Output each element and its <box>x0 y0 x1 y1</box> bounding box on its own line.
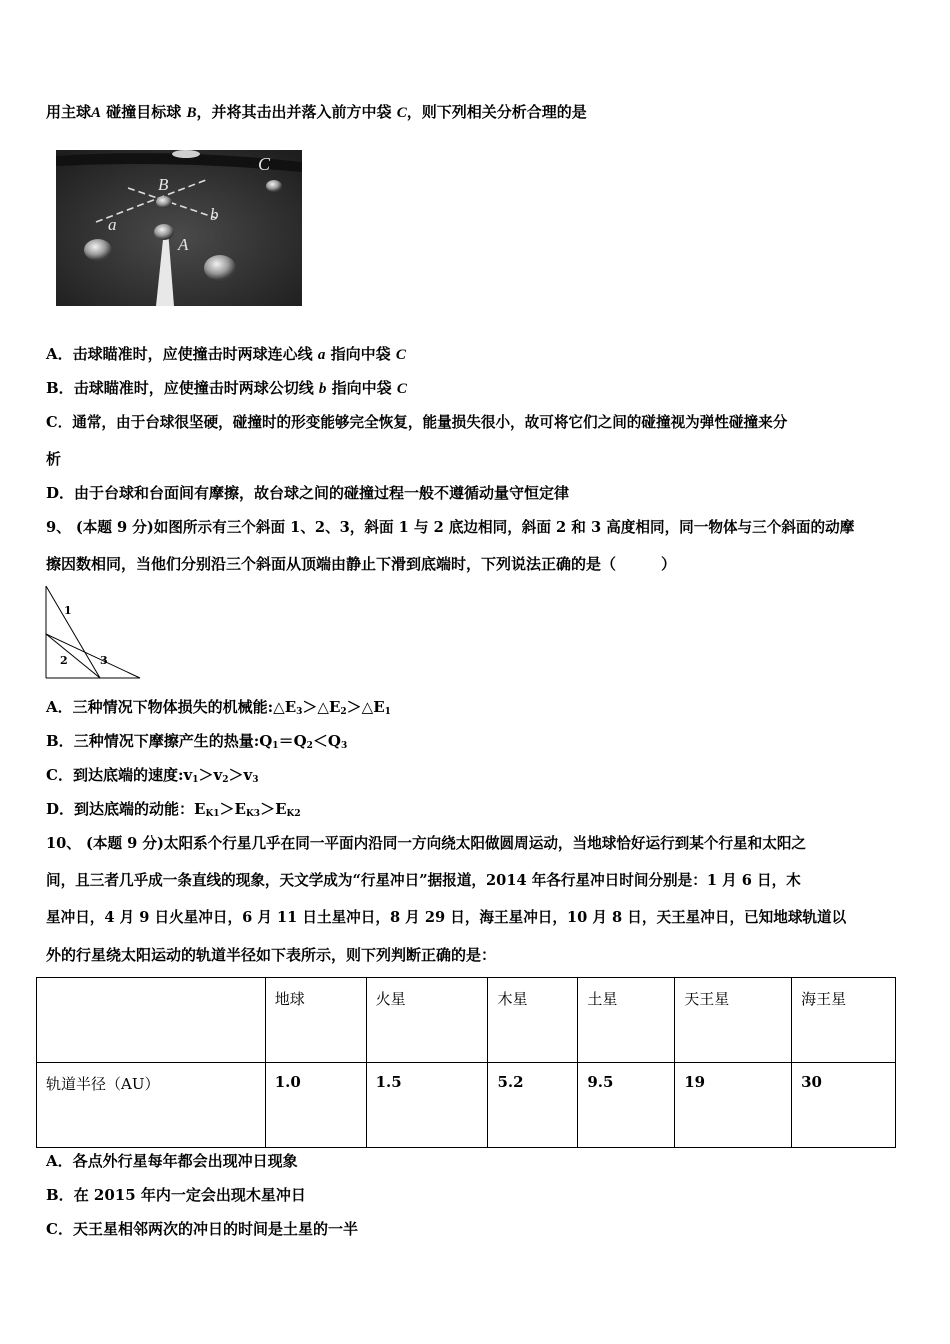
incline-3-label: 3 <box>100 654 108 667</box>
question-9-stem-line-2: 擦因数相同，当他们分别沿三个斜面从顶端由静止下滑到底端时，下列说法正确的是（ ） <box>46 555 677 573</box>
table-cell: 9.5 <box>578 1063 675 1148</box>
table-cell: 30 <box>792 1063 896 1148</box>
q8-option-b: B．击球瞄准时，应使撞击时两球公切线 b 指向中袋 C <box>46 379 407 397</box>
table-cell: 1.5 <box>366 1063 488 1148</box>
incline-1 <box>46 586 100 678</box>
q8-option-c: C．通常，由于台球很坚硬，碰撞时的形变能够完全恢复，能量损失很小，故可将它们之间的碰撞视为弹性碰撞来分 <box>46 414 788 431</box>
table-header-cell: 天王星 <box>675 978 792 1063</box>
table-cell: 5.2 <box>488 1063 578 1148</box>
table-cell: 19 <box>675 1063 792 1148</box>
table-header-cell: 木星 <box>488 978 578 1063</box>
table-header-cell: 土星 <box>578 978 675 1063</box>
incline-1-label: 1 <box>64 604 72 617</box>
table-row-label: 轨道半径（AU） <box>37 1063 266 1148</box>
label-b-line: b <box>210 205 219 224</box>
question-10-stem-line-1: 10、 (本题 9 分)太阳系个行星几乎在同一平面内沿同一方向绕太阳做圆周运动，当地球恰好运行到某个行星和太阳之 <box>46 835 807 852</box>
table-header-cell <box>37 978 266 1063</box>
q8-option-a: A．击球瞄准时，应使撞击时两球连心线 a 指向中袋 C <box>46 345 406 363</box>
q8-option-d: D．由于台球和台面间有摩擦，故台球之间的碰撞过程一般不遵循动量守恒定律 <box>46 484 570 502</box>
q8-option-c-continued: 析 <box>46 450 62 468</box>
q9-option-c: C．到达底端的速度$:v_1>v_2>v_3$ <box>46 766 259 785</box>
table-header-row <box>37 978 896 1063</box>
question-10-stem-line-2: 间，且三者几乎成一条直线的现象，天文学成为“行星冲日”据报道，2014 年各行星冲日时间分别是：1 月 6 日，木 <box>46 872 801 889</box>
question-10-stem-line-3: 星冲日，4 月 9 日火星冲日，6 月 11 日土星冲日，8 月 29 日，海王星冲日，10 月 8 日，天王星冲日，已知地球轨道以 <box>46 909 847 926</box>
incline-2-label: 2 <box>60 654 68 667</box>
label-a-ball: A <box>178 235 189 254</box>
question-8-stem: 用主球A 碰撞目标球 B，并将其击出并落入前方中袋 C，则下列相关分析合理的是 <box>46 103 587 121</box>
question-9-stem-line-1: 9、 (本题 9 分)如图所示有三个斜面 1、2、3，斜面 1 与 2 底边相同，斜面 2 和 3 高度相同，同一物体与三个斜面的动摩 <box>46 519 855 536</box>
q10-option-a: A．各点外行星每年都会出现冲日现象 <box>46 1152 298 1170</box>
ball-a <box>154 224 174 240</box>
orbit-radius-table <box>36 977 896 1148</box>
q10-option-c: C．天王星相邻两次的冲日的时间是土星的一半 <box>46 1220 358 1238</box>
question-10-stem-line-4: 外的行星绕太阳运动的轨道半径如下表所示，则下列判断正确的是： <box>46 946 497 964</box>
table-row <box>37 1063 896 1148</box>
q9-option-b: B．三种情况下摩擦产生的热量$:Q_1=Q_2<Q_3$ <box>46 732 348 751</box>
inclines-figure <box>44 584 142 682</box>
label-b-ball: B <box>158 175 169 194</box>
q9-option-a: A．三种情况下物体损失的机械能$:\triangle E_3>\triangle E_2>\triangle E_1$ <box>46 698 391 717</box>
label-c: C <box>258 154 271 174</box>
table-header-cell: 地球 <box>265 978 366 1063</box>
q10-option-b: B．在 2015 年内一定会出现木星冲日 <box>46 1186 306 1204</box>
billiards-photo <box>56 150 302 306</box>
table-header-cell: 海王星 <box>792 978 896 1063</box>
table-cell: 1.0 <box>265 1063 366 1148</box>
q9-option-d: D．到达底端的动能：$E_{K1}>E_{K3}>E_{K2}$ <box>46 800 301 819</box>
label-a-line: a <box>108 215 117 234</box>
table-header-cell: 火星 <box>366 978 488 1063</box>
ball-b <box>156 196 172 208</box>
